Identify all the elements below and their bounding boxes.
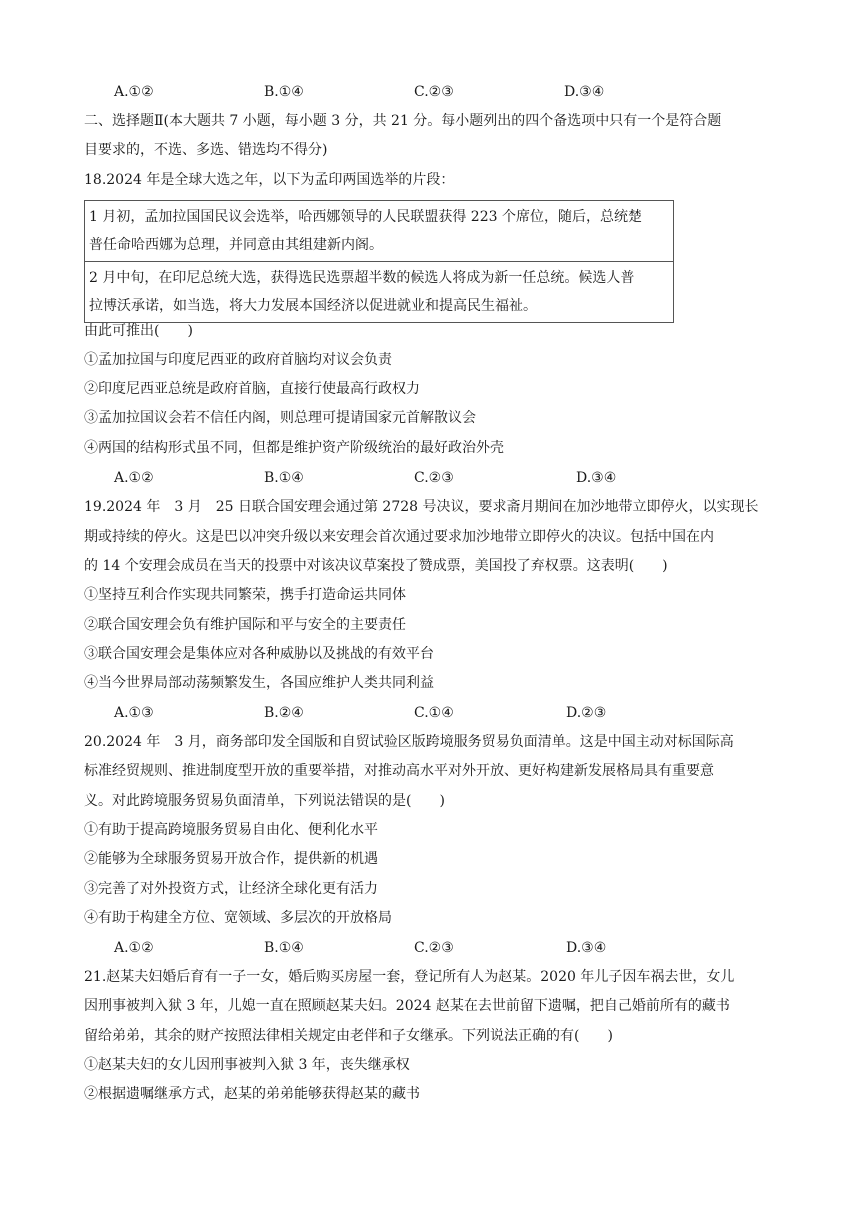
q17-options [114, 82, 754, 102]
q20-item-2: ②能够为全球服务贸易开放合作，提供新的机遇 [84, 851, 378, 867]
q19-item-3: ③联合国安理会是集体应对各种威胁以及挑战的有效平台 [84, 646, 434, 662]
q18-item-2: ②印度尼西亚总统是政府首脑，直接行使最高行政权力 [84, 381, 420, 397]
q18-option-a[interactable]: A.①② [114, 470, 154, 486]
q19-option-d[interactable]: D.②③ [566, 705, 607, 721]
q21-item-2: ②根据遗嘱继承方式，赵某的弟弟能够获得赵某的藏书 [84, 1086, 420, 1102]
q18-excerpt-indonesia: 2 月中旬，在印尼总统大选，获得选民选票超半数的候选人将成为新一任总统。候选人普 拉博沃承诺，如当选，将大力发展本国经济以促进就业和提高民生福祉。 [85, 261, 673, 322]
q18-item-4: ④两国的结构形式虽不同，但都是维护资产阶级统治的最好政治外壳 [84, 440, 504, 456]
q20-item-3: ③完善了对外投资方式，让经济全球化更有活力 [84, 881, 378, 897]
q18-stem: 18.2024 年是全球大选之年，以下为孟印两国选举的片段： [84, 172, 455, 188]
q17-option-c[interactable]: C.②③ [414, 84, 454, 100]
q20-option-b[interactable]: B.①④ [264, 940, 304, 956]
q18-excerpt-box [84, 200, 674, 323]
q17-option-d[interactable]: D.③④ [564, 84, 605, 100]
q18-excerpt-bangladesh: 1 月初，孟加拉国国民议会选举，哈西娜领导的人民联盟获得 223 个席位，随后，总统楚 普任命哈西娜为总理，并同意由其组建新内阁。 [89, 209, 642, 253]
section2-header-line1: 二、选择题Ⅱ(本大题共 7 小题，每小题 3 分，共 21 分。每小题列出的四个备选项中只有一个是符合题 [84, 113, 722, 129]
q20-item-1: ①有助于提高跨境服务贸易自由化、便利化水平 [84, 822, 378, 838]
q20-stem-line2: 标准经贸规则、推进制度型开放的重要举措，对推动高水平对外开放、更好构建新发展格局具有重要意 [84, 763, 714, 779]
q20-option-c[interactable]: C.②③ [414, 940, 454, 956]
q18-option-b[interactable]: B.①④ [264, 470, 304, 486]
q20-option-a[interactable]: A.①② [114, 940, 154, 956]
q21-item-1: ①赵某夫妇的女儿因刑事被判入狱 3 年，丧失继承权 [84, 1057, 410, 1073]
q19-options [114, 703, 754, 723]
q17-option-b[interactable]: B.①④ [264, 84, 304, 100]
q18-options [114, 468, 754, 488]
q17-option-a[interactable]: A.①② [114, 84, 154, 100]
q19-item-1: ①坚持互利合作实现共同繁荣，携手打造命运共同体 [84, 587, 406, 603]
q21-stem-line3: 留给弟弟，其余的财产按照法律相关规定由老伴和子女继承。下列说法正确的有( ) [84, 1028, 613, 1044]
q19-stem-line3: 的 14 个安理会成员在当天的投票中对该决议草案投了赞成票，美国投了弃权票。这表明( ) [84, 558, 668, 574]
q20-options [114, 938, 754, 958]
q21-stem-line2: 因刑事被判入狱 3 年，儿媳一直在照顾赵某夫妇。2024 赵某在去世前留下遗嘱，把自己婚前所有的藏书 [84, 998, 730, 1014]
q19-option-b[interactable]: B.②④ [264, 705, 304, 721]
q20-stem-line3: 义。对此跨境服务贸易负面清单，下列说法错误的是( ) [84, 793, 445, 809]
section2-header-line2: 目要求的，不选、多选、错选均不得分) [84, 142, 328, 158]
q20-option-d[interactable]: D.③④ [566, 940, 607, 956]
q18-prompt: 由此可推出( ) [84, 323, 193, 339]
q19-item-2: ②联合国安理会负有维护国际和平与安全的主要责任 [84, 617, 406, 633]
q18-option-d[interactable]: D.③④ [576, 470, 617, 486]
q20-stem-line1: 20.2024 年 3 月，商务部印发全国版和自贸试验区版跨境服务贸易负面清单。这是中国主动对标国际高 [84, 734, 734, 750]
q19-option-c[interactable]: C.①④ [414, 705, 454, 721]
q18-option-c[interactable]: C.②③ [414, 470, 454, 486]
q18-item-1: ①孟加拉国与印度尼西亚的政府首脑均对议会负责 [84, 352, 392, 368]
q19-stem-line1: 19.2024 年 3 月 25 日联合国安理会通过第 2728 号决议，要求斋月期间在加沙地带立即停火，以实现长 [84, 499, 759, 515]
q18-item-3: ③孟加拉国议会若不信任内阁，则总理可提请国家元首解散议会 [84, 410, 476, 426]
q19-item-4: ④当今世界局部动荡频繁发生，各国应维护人类共同利益 [84, 675, 434, 691]
q21-stem-line1: 21.赵某夫妇婚后育有一子一女，婚后购买房屋一套，登记所有人为赵某。2020 年儿子因车祸去世，女儿 [84, 969, 735, 985]
q20-item-4: ④有助于构建全方位、宽领域、多层次的开放格局 [84, 910, 392, 926]
q19-option-a[interactable]: A.①③ [114, 705, 154, 721]
q19-stem-line2: 期或持续的停火。这是巴以冲突升级以来安理会首次通过要求加沙地带立即停火的决议。包括中国在内 [84, 529, 714, 545]
